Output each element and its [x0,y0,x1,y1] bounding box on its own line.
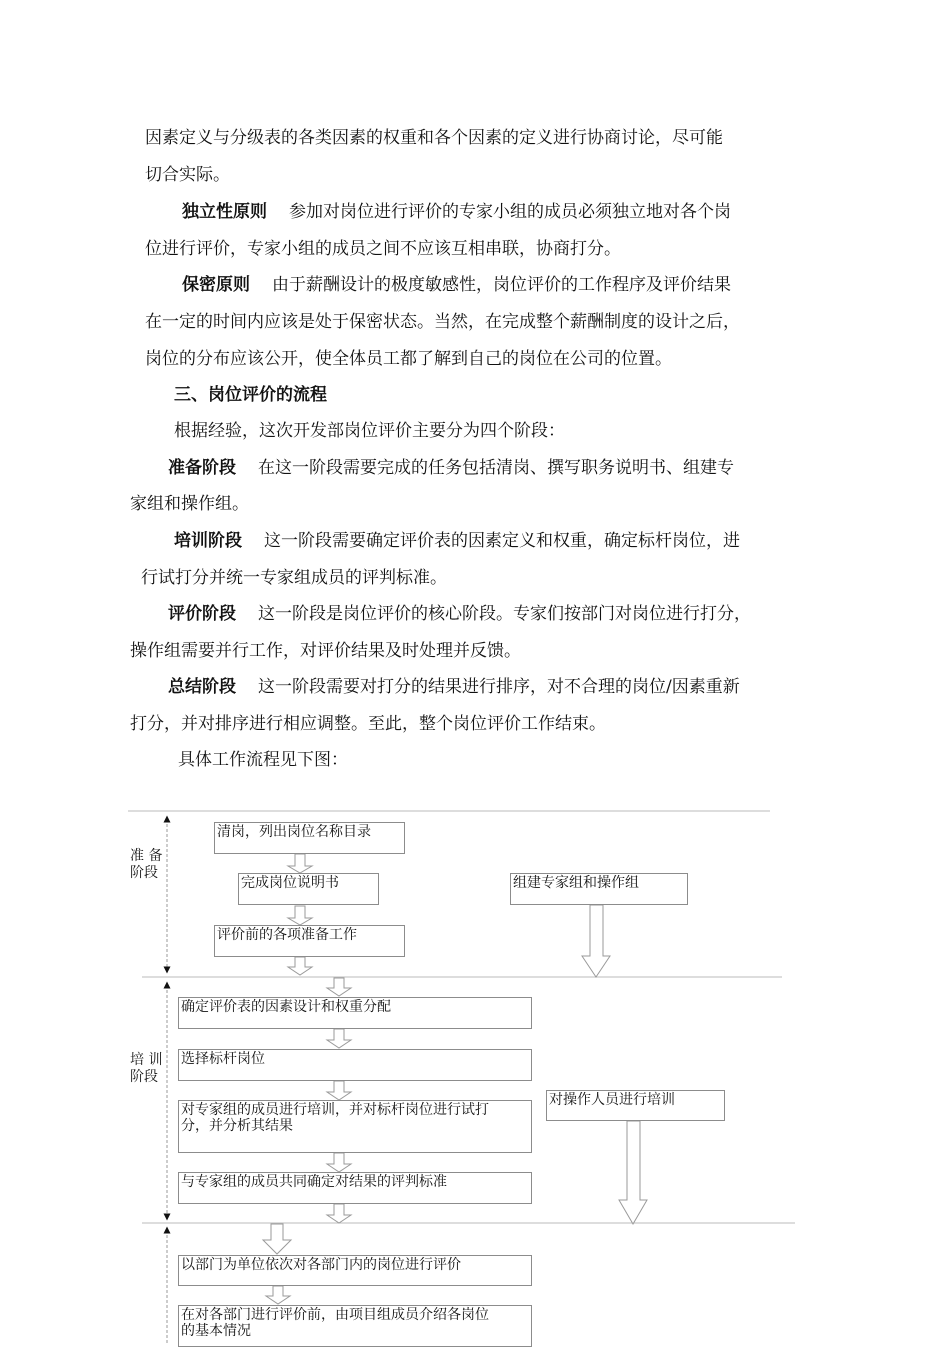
flow-arrow [288,957,312,975]
paragraph-text: 这一阶段是岗位评价的核心阶段。专家们按部门对岗位进行打分， [258,604,751,624]
principle-term: 保密原则 [182,275,250,295]
flow-arrow [263,1224,291,1254]
paragraph-line: 根据经验，这次开发部岗位评价主要分为四个阶段： [174,421,565,441]
paragraph-line: 切合实际。 [145,165,230,185]
stage-label-train: 培 训 阶段 [130,1052,163,1085]
flow-arrow [327,1153,351,1172]
paragraph-line: 具体工作流程见下图： [178,750,348,770]
paragraph-line: 在一定的时间内应该是处于保密状态。当然，在完成整个薪酬制度的设计之后， [145,312,740,332]
stage-term: 准备阶段 [168,458,236,478]
flow-arrow [266,1286,290,1304]
paragraph-text: 在这一阶段需要完成的任务包括清岗、撰写职务说明书、组建专 [258,458,734,478]
paragraph-line: 行试打分并统一专家组成员的评判标准。 [141,568,447,588]
section-heading: 三、岗位评价的流程 [174,385,327,405]
flow-step-box: 以部门为单位依次对各部门内的岗位进行评价 [178,1255,532,1286]
flow-arrow [327,1029,351,1048]
paragraph-text: 由于薪酬设计的极度敏感性，岗位评价的工作程序及评价结果 [272,275,731,295]
paragraph-line: 岗位的分布应该公开，使全体员工都了解到自己的岗位在公司的位置。 [145,349,672,369]
stage-term: 评价阶段 [168,604,236,624]
flow-step-box: 对专家组的成员进行培训，并对标杆岗位进行试打 分，并分析其结果 [178,1100,532,1153]
principle-term: 独立性原则 [182,202,267,222]
paragraph-line: 操作组需要并行工作，对评价结果及时处理并反馈。 [130,641,521,661]
flow-arrow [582,905,610,977]
flow-step-box: 在对各部门进行评价前，由项目组成员介绍各岗位 的基本情况 [178,1305,532,1347]
flow-arrow [619,1121,647,1224]
stage-label-prepare: 准 备 阶段 [130,848,163,881]
paragraph-line: 打分，并对排序进行相应调整。至此，整个岗位评价工作结束。 [130,714,606,734]
flow-arrow [327,1081,351,1100]
flow-step-box: 对操作人员进行培训 [546,1090,725,1121]
stage-term: 培训阶段 [174,531,242,551]
paragraph-text: 这一阶段需要对打分的结果进行排序，对不合理的岗位/因素重新 [258,677,740,697]
flow-step-box: 选择标杆岗位 [178,1049,532,1081]
paragraph-line: 因素定义与分级表的各类因素的权重和各个因素的定义进行协商讨论，尽可能 [145,128,723,148]
flow-step-box: 与专家组的成员共同确定对结果的评判标准 [178,1172,532,1204]
flow-arrow [288,854,312,873]
flow-arrow [288,906,312,925]
flow-step-box: 完成岗位说明书 [238,873,379,905]
paragraph-text: 这一阶段需要确定评价表的因素定义和权重，确定标杆岗位，进 [264,531,740,551]
flow-step-box: 清岗，列出岗位名称目录 [214,822,405,854]
paragraph-line: 家组和操作组。 [130,494,249,514]
paragraph-line: 位进行评价，专家小组的成员之间不应该互相串联，协商打分。 [145,239,621,259]
flow-step-box: 确定评价表的因素设计和权重分配 [178,997,532,1029]
flow-arrow [327,1204,351,1223]
paragraph-text: 参加对岗位进行评价的专家小组的成员必须独立地对各个岗 [289,202,731,222]
stage-term: 总结阶段 [168,677,236,697]
flow-arrow [327,978,351,996]
flow-step-box: 组建专家组和操作组 [510,873,688,905]
flow-step-box: 评价前的各项准备工作 [214,925,405,957]
